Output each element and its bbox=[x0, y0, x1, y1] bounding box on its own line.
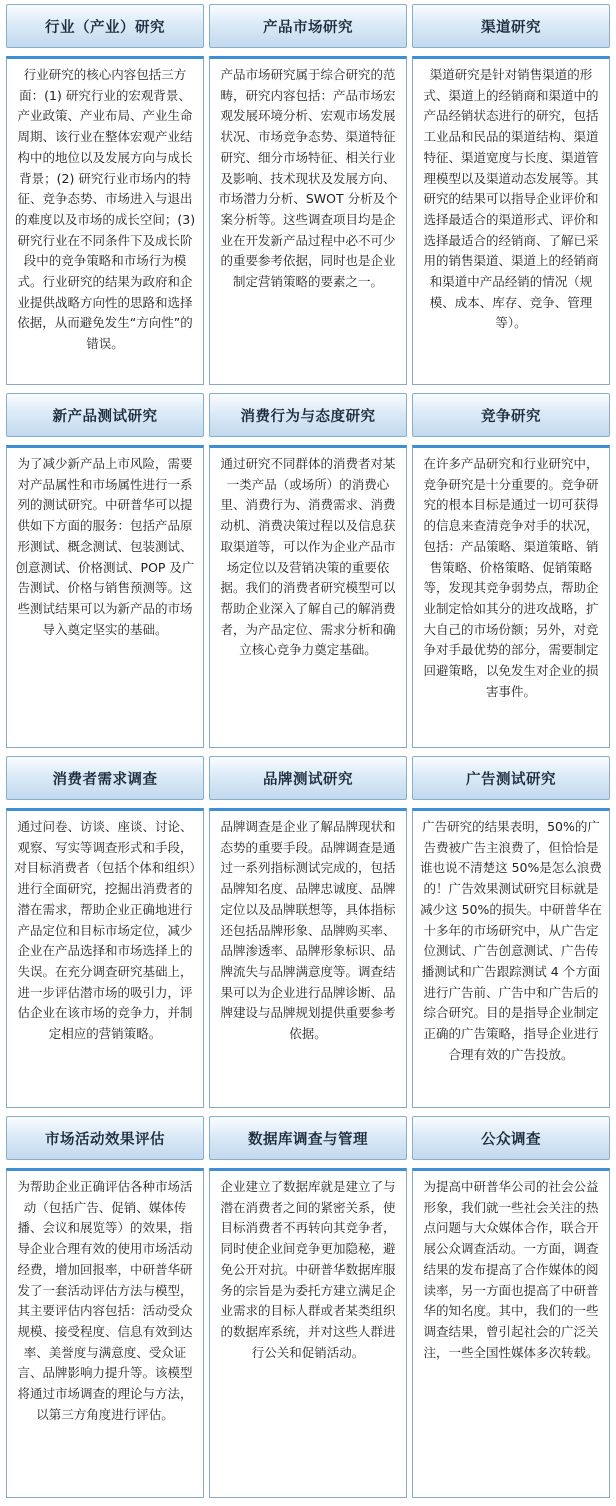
card-text-consumer-needs-survey: 通过问卷、访谈、座谈、讨论、观察、写实等调查形式和手段，对目标消费者（包括个体和组织）进行全面研究，挖掘出消费者的潜在需求，帮助企业正确地进行产品定位和目标市场定位，减少企业在产品选择和市场选择上的失误。在充分调查研究基础上，进一步评估潜市场的吸引力，评估企业在该市场的竞争力，并制定相应的营销策略。 bbox=[6, 808, 204, 1108]
card-title-brand-testing: 品牌测试研究 bbox=[209, 756, 407, 800]
card-title-product-market-research: 产品市场研究 bbox=[209, 4, 407, 48]
card-title-public-survey: 公众调查 bbox=[412, 1116, 610, 1160]
card-text-marketing-activity-evaluation: 为帮助企业正确评估各种市场活动（包括广告、促销、媒体传播、会议和展览等）的效果，指导企业合理有效的使用市场活动经费，增加回报率，中研普华研发了一套活动评估方法与模型，其主要评估内容包括：活动受众规模、接受程度、信息有效到达率、美誉度与满意度、受众证言、品牌影响力提升等。该模型将通过市场调查的理论与方法，以第三方角度进行评估。 bbox=[6, 1168, 204, 1498]
card-text-brand-testing: 品牌调查是企业了解品牌现状和态势的重要手段。品牌调查是通过一系列指标测试完成的，包括品牌知名度、品牌忠诚度、品牌定位以及品牌联想等，具体指标还包括品牌形象、品牌购买率、品牌渗透率、品牌形象标识、品牌流失与品牌满意度等。调查结果可以为企业进行品牌诊断、品牌建设与品牌规划提供重要参考依据。 bbox=[209, 808, 407, 1108]
card-title-marketing-activity-evaluation: 市场活动效果评估 bbox=[6, 1116, 204, 1160]
card-title-advertising-testing: 广告测试研究 bbox=[412, 756, 610, 800]
card-text-competition-research: 在许多产品研究和行业研究中，竞争研究是十分重要的。竞争研究的根本目标是通过一切可获得的信息来查清竞争对手的状况，包括：产品策略、渠道策略、销售策略、价格策略、促销策略等，发现其竞争弱势点，帮助企业制定恰如其分的进攻战略，扩大自己的市场份额；另外，对竞争对手最优势的部分，需要制定回避策略，以免发生对企业的损害事件。 bbox=[412, 445, 610, 748]
card-text-advertising-testing: 广告研究的结果表明，50%的广告费被广告主浪费了，但恰恰是谁也说不清楚这 50%是怎么浪费的！广告效果测试研究目标就是减少这 50%的损失。中研普华在十多年的市场研究中，从广告定位测试、广告创意测试、广告传播测试和广告跟踪测试 4 个方面进行广告前、广告中和广告后的综合研究。目的是指导企业制定正确的广告策略，指导企业进行合理有效的广告投放。 bbox=[412, 808, 610, 1108]
card-text-database-survey-management: 企业建立了数据库就是建立了与潜在消费者之间的紧密关系，使目标消费者不再转向其竞争者，同时使企业间竞争更加隐秘，避免公开对抗。中研普华数据库服务的宗旨是为委托方建立满足企业需求的目标人群或者某类组织的数据库系统，并对这些人群进行公关和促销活动。 bbox=[209, 1168, 407, 1498]
research-services-grid bbox=[6, 4, 611, 1506]
card-title-consumer-behavior-attitude: 消费行为与态度研究 bbox=[209, 393, 407, 437]
card-title-database-survey-management: 数据库调查与管理 bbox=[209, 1116, 407, 1160]
card-title-consumer-needs-survey: 消费者需求调查 bbox=[6, 756, 204, 800]
card-text-public-survey: 为提高中研普华公司的社会公益形象，我们就一些社会关注的热点问题与大众媒体合作，联合开展公众调查活动。一方面，调查结果的发布提高了合作媒体的阅读率，另一方面也提高了中研普华的知名度。其中，我们的一些调查结果，曾引起社会的广泛关注，一些全国性媒体多次转载。 bbox=[412, 1168, 610, 1498]
card-title-channel-research: 渠道研究 bbox=[412, 4, 610, 48]
card-title-new-product-testing: 新产品测试研究 bbox=[6, 393, 204, 437]
card-text-new-product-testing: 为了减少新产品上市风险，需要对产品属性和市场属性进行一系列的测试研究。中研普华可以提供如下方面的服务：包括产品原形测试、概念测试、包装测试、创意测试、价格测试、POP 及广告测试、价格与销售预测等。这些测试结果可以为新产品的市场导入奠定坚实的基础。 bbox=[6, 445, 204, 748]
card-text-channel-research: 渠道研究是针对销售渠道的形式、渠道上的经销商和渠道中的产品经销状态进行的研究，包括工业品和民品的渠道结构、渠道特征、渠道宽度与长度、渠道管理模型以及渠道动态发展等。其研究的结果可以指导企业评价和选择最适合的渠道形式、评价和选择最适合的经销商、了解已采用的销售渠道、渠道上的经销商和渠道中产品经销的情况（规模、成本、库存、竞争、管理等）。 bbox=[412, 56, 610, 385]
card-text-consumer-behavior-attitude: 通过研究不同群体的消费者对某一类产品（或场所）的消费心里、消费行为、消费需求、消费动机、消费决策过程以及信息获取渠道等，可以作为企业产品市场定位以及营销决策的重要依据。我们的消费者研究模型可以帮助企业深入了解自己的解消费者，为产品定位、需求分析和确立核心竞争力奠定基础。 bbox=[209, 445, 407, 748]
card-title-competition-research: 竞争研究 bbox=[412, 393, 610, 437]
card-text-product-market-research: 产品市场研究属于综合研究的范畴，研究内容包括：产品市场宏观发展环境分析、宏观市场发展状况、市场竞争态势、渠道特征研究、细分市场特征、相关行业及影响、技术现状及发展方向、市场潜力分析、SWOT 分析及个案分析等。这些调查项目均是企业在开发新产品过程中必不可少的重要参考依据，同时也是企业制定营销策略的要素之一。 bbox=[209, 56, 407, 385]
card-title-industry-research: 行业（产业）研究 bbox=[6, 4, 204, 48]
card-text-industry-research: 行业研究的核心内容包括三方面：(1) 研究行业的宏观背景、产业政策、产业布局、产业生命周期、该行业在整体宏观产业结构中的地位以及发展方向与成长背景；(2) 研究行业市场内的特征、竞争态势、市场进入与退出的难度以及市场的成长空间；(3) 研究行业在不同条件下及成长阶段中的竞争策略和市场行为模式。行业研究的结果为政府和企业提供战略方向性的思路和选择依据，从而避免发生“方向性”的错误。 bbox=[6, 56, 204, 385]
